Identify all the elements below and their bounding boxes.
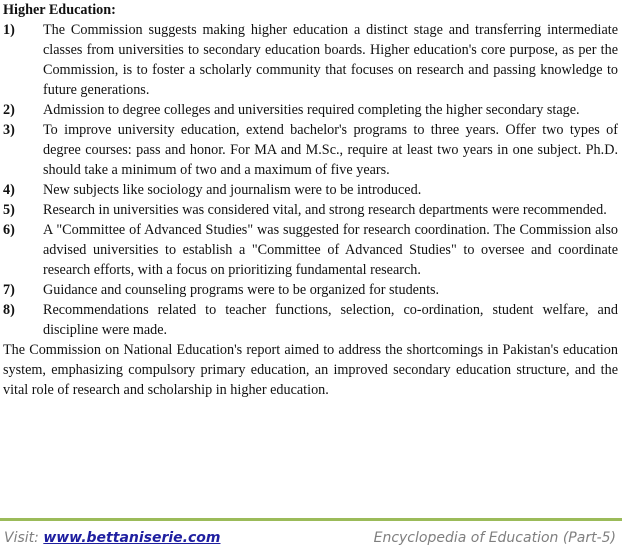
document-body: [3, 0, 618, 400]
list-item: [3, 100, 618, 120]
item-text: New subjects like sociology and journalism were to be introduced.: [43, 182, 422, 198]
item-text: Guidance and counseling programs were to be organized for students.: [43, 282, 440, 298]
footer-visit-label: Visit:: [4, 530, 39, 546]
item-number: 4): [3, 182, 15, 198]
item-number: 7): [3, 282, 15, 298]
recommendation-list: [3, 20, 618, 340]
item-number: 3): [3, 122, 15, 138]
section-heading: Higher Education:: [3, 2, 116, 18]
item-number: 1): [3, 22, 15, 38]
item-text: Admission to degree colleges and universities required completing the higher secondary stage.: [43, 102, 580, 118]
page-footer: [0, 528, 622, 550]
conclusion-paragraph: The Commission on National Education's report aimed to address the shortcomings in Pakistan's education system, emphasizing compulsory primary education, an improved secondary education structure, and the vital role of research and scholarship in higher education.: [3, 342, 618, 398]
list-item: [3, 120, 618, 180]
item-text: Recommendations related to teacher functions, selection, co-ordination, student welfare, and discipline were made.: [43, 302, 618, 338]
item-number: 8): [3, 302, 15, 318]
list-item: [3, 200, 618, 220]
list-item: [3, 20, 618, 100]
item-number: 2): [3, 102, 15, 118]
item-text: Research in universities was considered vital, and strong research departments were recommended.: [43, 202, 607, 218]
list-item: [3, 220, 618, 280]
footer-divider: [0, 518, 622, 521]
item-number: 6): [3, 222, 15, 238]
item-text: The Commission suggests making higher education a distinct stage and transferring intermediate classes from universities to secondary education boards. Higher education's core purpose, as per the Commission, is to foster a scholarly community that focuses on research and passing knowledge to future generations.: [43, 22, 618, 98]
list-item: [3, 180, 618, 200]
footer-title: Encyclopedia of Education (Part-5): [373, 530, 616, 546]
item-number: 5): [3, 202, 15, 218]
item-text: To improve university education, extend bachelor's programs to three years. Offer two types of degree courses: pass and honor. For MA and M.Sc., require at least two years in one subject. Ph.D. should take a minimum of two and a maximum of five years.: [43, 122, 618, 178]
list-item: [3, 280, 618, 300]
item-text: A "Committee of Advanced Studies" was suggested for research coordination. The Commission also advised universities to establish a "Committee of Advanced Studies" to oversee and coordinate research efforts, with a focus on prioritizing fundamental research.: [43, 222, 618, 278]
website-link[interactable]: www.bettaniserie.com: [43, 530, 221, 546]
footer-visit: [4, 530, 221, 546]
list-item: [3, 300, 618, 340]
